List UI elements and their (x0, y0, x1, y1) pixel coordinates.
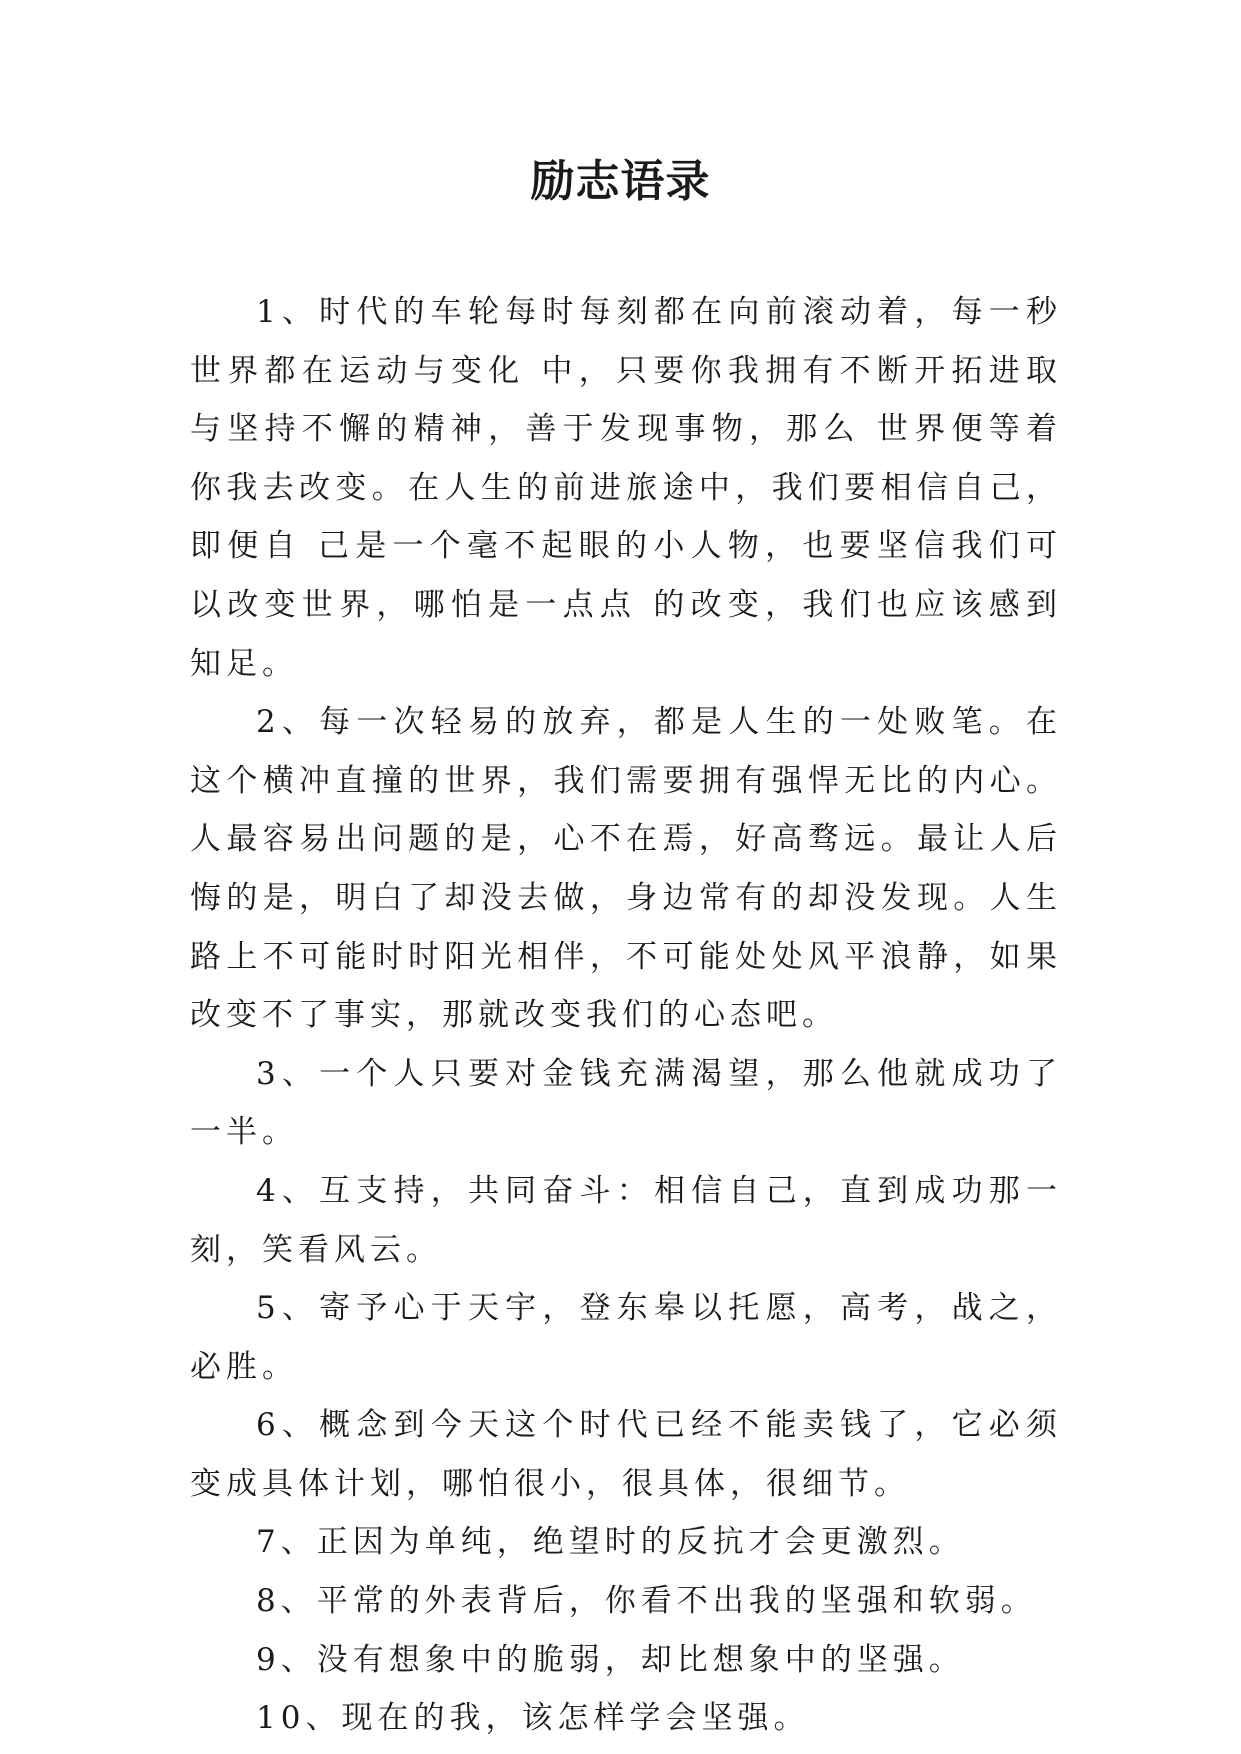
quote-paragraph-7: 7、正因为单纯，绝望时的反抗才会更激烈。 (256, 1524, 965, 1561)
quote-paragraph-4: 4、互支持，共同奋斗：相信自己，直到成功那一刻，笑看风云。 (190, 1172, 1062, 1268)
document-title: 励志语录 (530, 156, 711, 207)
quote-paragraph-9: 9、没有想象中的脆弱，却比想象中的坚强。 (256, 1641, 965, 1678)
document-body (190, 283, 1062, 1748)
quote-paragraph-3: 3、一个人只要对金钱充满渴望，那么他就成功了一半。 (190, 1055, 1062, 1151)
quote-paragraph-5: 5、寄予心于天宇，登东皋以托愿，高考，战之，必胜。 (190, 1290, 1062, 1385)
quote-paragraph-6: 6、概念到今天这个时代已经不能卖钱了，它必须变成具体计划，哪怕很小，很具体，很细节。 (190, 1407, 1062, 1502)
quote-paragraph-8: 8、平常的外表背后，你看不出我的坚强和软弱。 (256, 1583, 1037, 1620)
quote-paragraph-1: 1、时代的车轮每时每刻都在向前滚动着，每一秒世界都在运动与变化 中，只要你我拥有不断开拓进取与坚持不懈的精神，善于发现事物，那么 世界便等着你我去改变。在人生的前进旅途中，我们要相信自己，即便自 己是一个毫不起眼的小人物，也要坚信我们可以改变世界，哪怕是一点点 的改变，我们也应该感到知足。 (190, 294, 1062, 682)
quote-paragraph-10: 10、现在的我，该怎样学会坚强。 (256, 1700, 810, 1737)
quote-paragraph-2: 2、每一次轻易的放弃，都是人生的一处败笔。在这个横冲直撞的世界，我们需要拥有强悍无比的内心。人最容易出问题的是，心不在焉，好高骛远。最让人后悔的是，明白了却没去做，身边常有的却没发现。人生路上不可能时时阳光相伴，不可能处处风平浪静，如果改变不了事实，那就改变我们的心态吧。 (190, 704, 1062, 1034)
